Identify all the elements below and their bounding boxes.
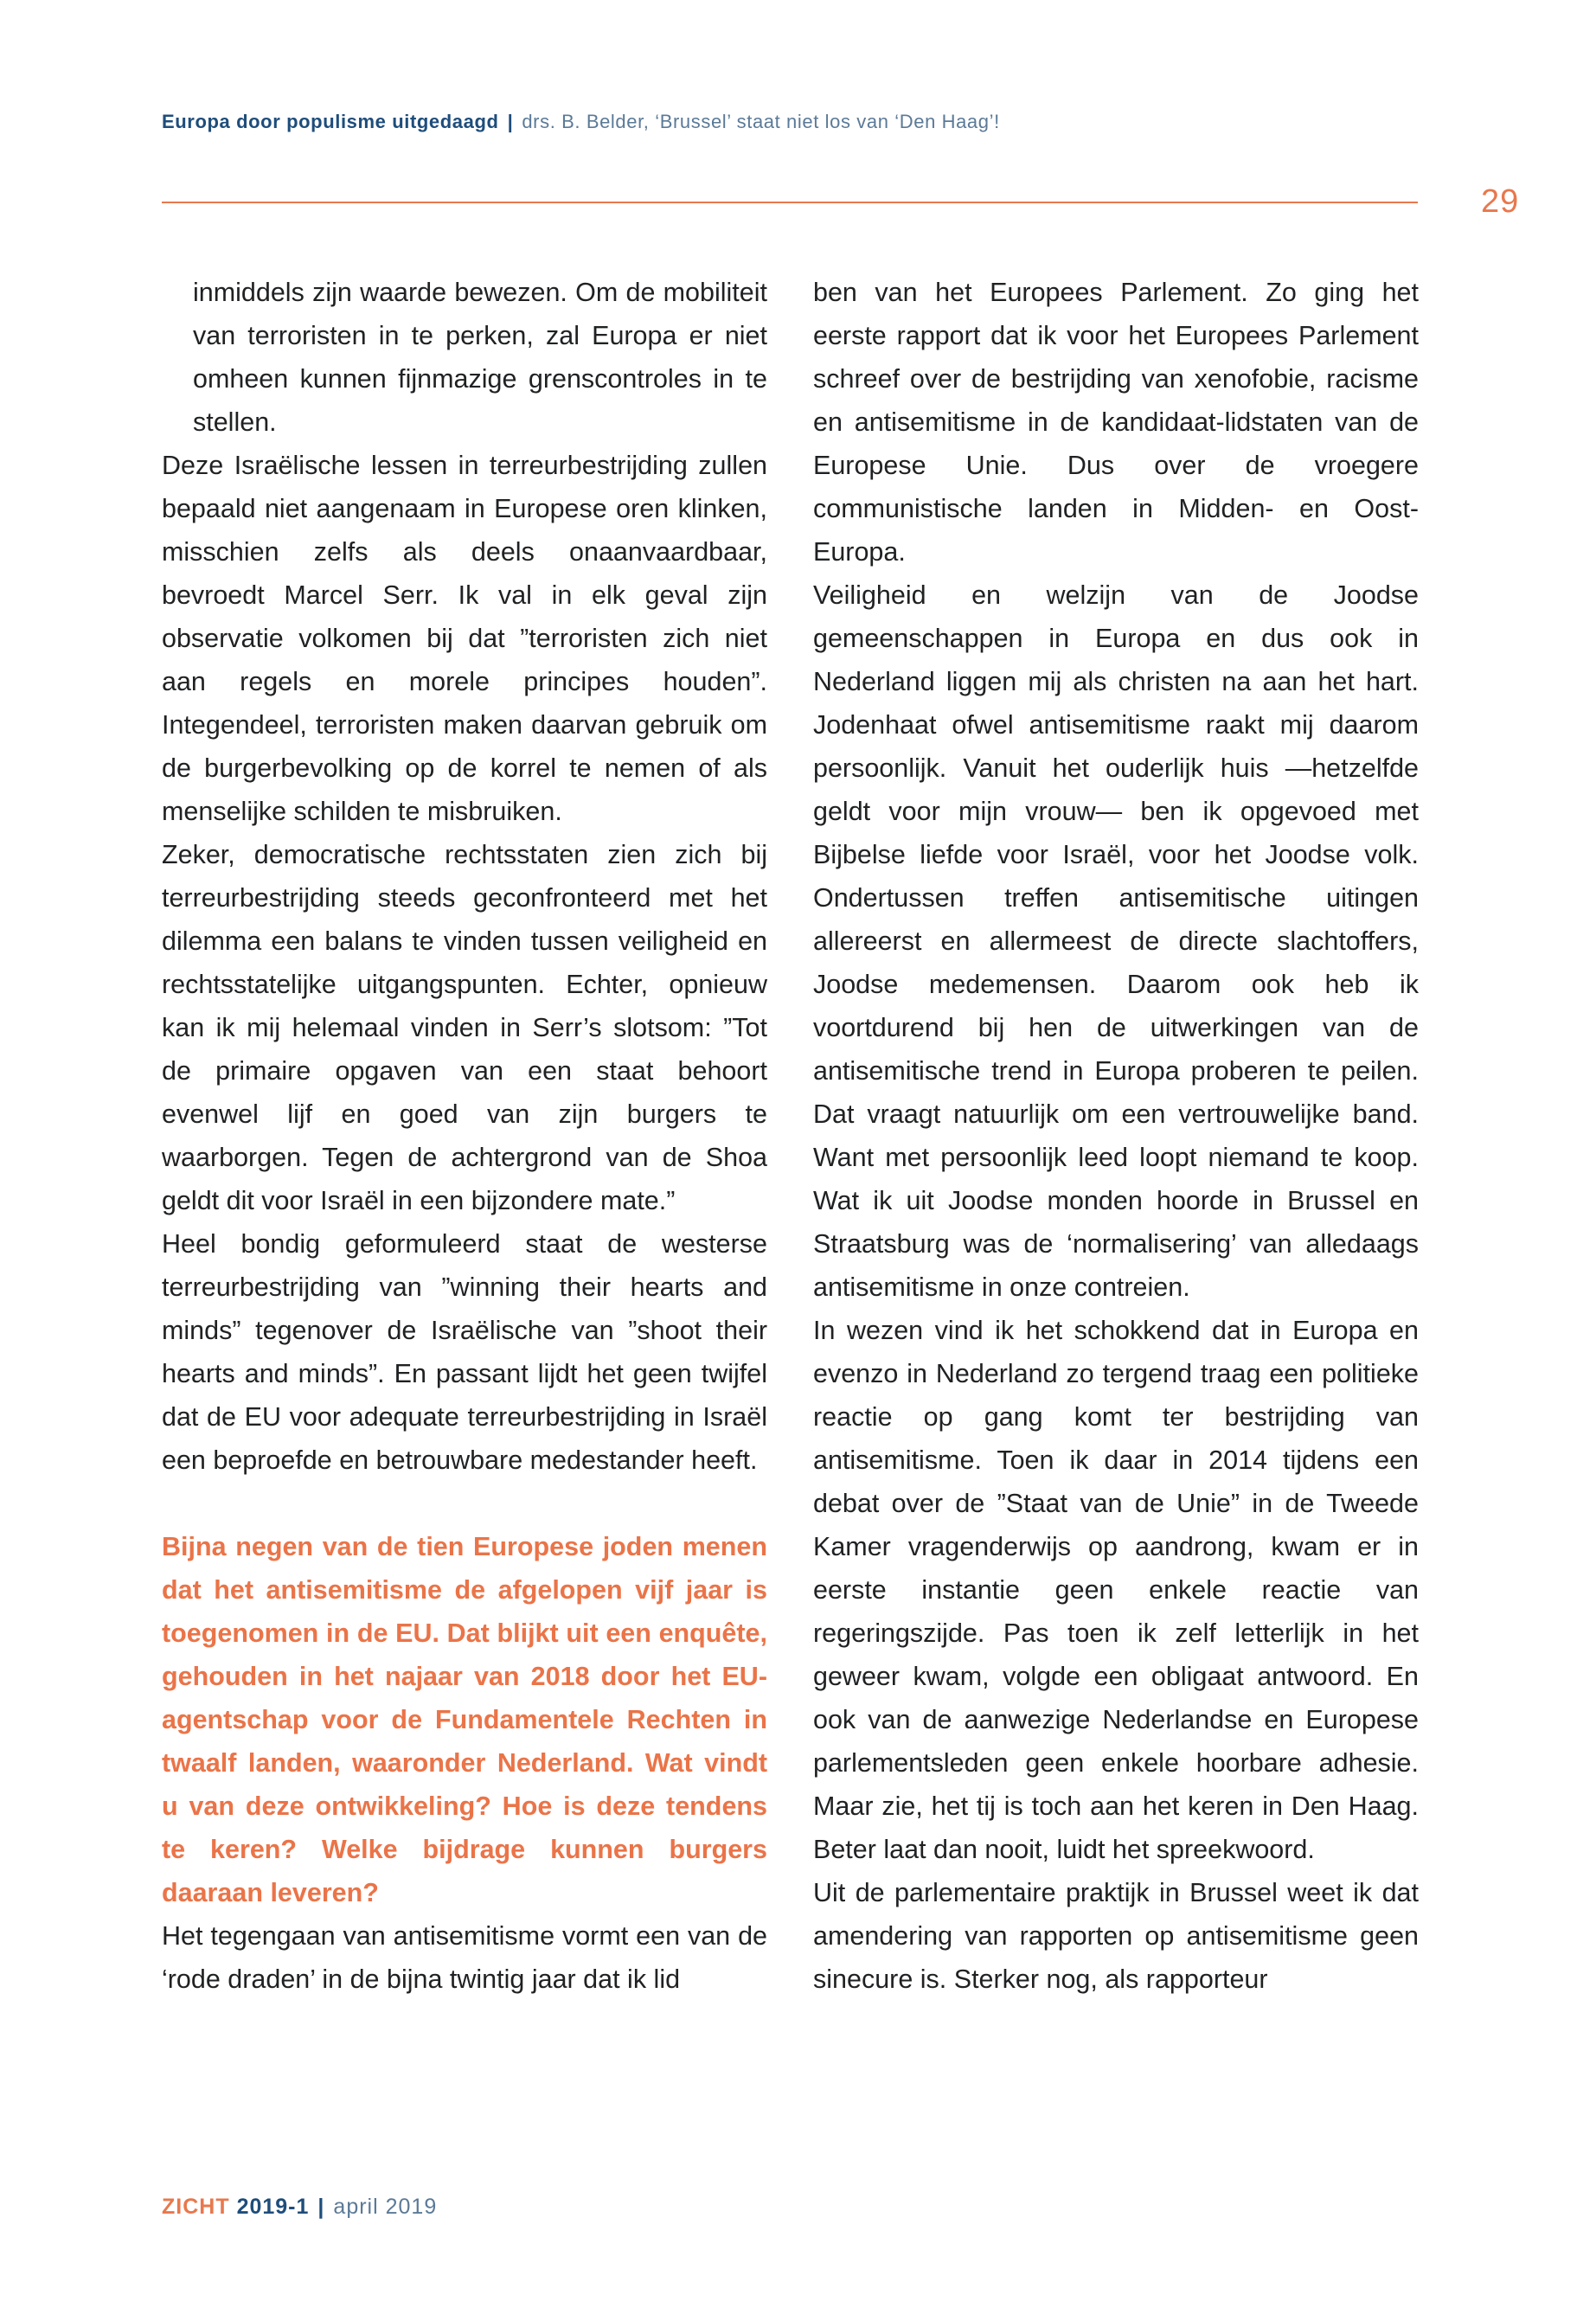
right-paragraph-4: Uit de parlementaire praktijk in Brussel weet ik dat amendering van rapporten op antisemitisme geen sinecure is. Sterker nog, als rapporteur xyxy=(813,1878,1419,1994)
header-separator: | xyxy=(507,111,514,132)
left-paragraph-3: Zeker, democratische rechtsstaten zien zich bij terreurbestrijding steeds geconfronteerd met het dilemma een balans te vinden tussen veiligheid en rechtsstatelijke uitgangspunten. Echter, opnieuw kan ik mij helemaal vinden in Serr’s slotsom: ”Tot de primaire opgaven van een staat behoort evenwel lijf en goed van zijn burgers te waarborgen. Tegen de achtergrond van de Shoa geldt dit voor Israël in een bijzondere mate.” xyxy=(162,840,767,1215)
right-column xyxy=(813,271,1419,2001)
header-rule xyxy=(162,202,1418,203)
left-paragraph-4: Heel bondig geformuleerd staat de westerse terreurbestrijding van ”winning their hearts and minds” tegenover de Israëlische van ”shoot their hearts and minds”. En passant lijdt het geen twijfel dat de EU voor adequate terreurbestrijding in Israël een beproefde en betrouwbare medestander heeft. xyxy=(162,1229,767,1475)
right-paragraph-2: Veiligheid en welzijn van de Joodse gemeenschappen in Europa en dus ook in Nederland liggen mij als christen na aan het hart. Jodenhaat ofwel antisemitisme raakt mij daarom persoonlijk. Vanuit het ouderlijk huis —hetzelfde geldt voor mijn vrouw— ben ik opgevoed met Bijbelse liefde voor Israël, voor het Joodse volk. Ondertussen treffen antisemitische uitingen allereerst en allermeest de directe slachtoffers, Joodse medemensen. Daarom ook heb ik voortdurend bij hen de uitwerkingen van de antisemitische trend in Europa proberen te peilen. Dat vraagt natuurlijk om een vertrouwelijke band. Want met persoonlijk leed loopt niemand te koop. Wat ik uit Joodse monden hoorde in Brussel en Straatsburg was de ‘normalisering’ van alledaags antisemitisme in onze contreien. xyxy=(813,580,1419,1302)
section-title: Europa door populisme uitgedaagd xyxy=(162,111,499,132)
right-paragraph-3: In wezen vind ik het schokkend dat in Europa en evenzo in Nederland zo tergend traag een politieke reactie op gang komt ter bestrijding van antisemitisme. Toen ik daar in 2014 tijdens een debat over de ”Staat van de Unie” in de Tweede Kamer vragenderwijs op aandrong, kwam er in eerste instantie geen enkele reactie van regeringszijde. Pas toen ik zelf letterlijk in het geweer kwam, volgde een obligaat antwoord. En ook van de aanwezige Nederlandse en Europese parlementsleden geen enkele hoorbare adhesie. Maar zie, het tij is toch aan het keren in Den Haag. Beter laat dan nooit, luidt het spreekwoord. xyxy=(813,1316,1419,1864)
issue-number: 2019-1 xyxy=(236,2195,310,2219)
footer-separator: | xyxy=(317,2195,325,2219)
left-paragraph-5: Het tegengaan van antisemitisme vormt een van de ‘rode draden’ in de bijna twintig jaar dat ik lid xyxy=(162,1921,767,1994)
left-paragraph-1: inmiddels zijn waarde bewezen. Om de mobiliteit van terroristen in te perken, zal Europa er niet omheen kunnen fijnmazige grenscontroles in te stellen. xyxy=(193,278,767,437)
issue-date: april 2019 xyxy=(333,2195,438,2219)
article-subtitle: drs. B. Belder, ‘Brussel’ staat niet los van ‘Den Haag’! xyxy=(522,111,1000,132)
page-number: 29 xyxy=(1481,183,1520,220)
footer xyxy=(162,2195,437,2220)
left-column xyxy=(162,271,767,2001)
left-paragraph-2: Deze Israëlische lessen in terreurbestrijding zullen bepaald niet aangenaam in Europese oren klinken, misschien zelfs als deels onaanvaardbaar, bevroedt Marcel Serr. Ik val in elk geval zijn observatie volkomen bij dat ”terroristen zich niet aan regels en morele principes houden”. Integendeel, terroristen maken daarvan gebruik om de burgerbevolking op de korrel te nemen of als menselijke schilden te misbruiken. xyxy=(162,451,767,826)
magazine-name: ZICHT xyxy=(162,2195,230,2219)
right-paragraph-1: ben van het Europees Parlement. Zo ging het eerste rapport dat ik voor het Europees Parlement schreef over de bestrijding van xenofobie, racisme en antisemitisme in de kandidaat-lidstaten van de Europese Unie. Dus over de vroegere communistische landen in Midden- en Oost-Europa. xyxy=(813,278,1419,567)
interview-question: Bijna negen van de tien Europese joden menen dat het antisemitisme de afgelopen vijf jaar is toegenomen in de EU. Dat blijkt uit een enquête, gehouden in het najaar van 2018 door het EU-agentschap voor de Fundamentele Rechten in twaalf landen, waaronder Nederland. Wat vindt u van deze ontwikkeling? Hoe is deze tendens te keren? Welke bijdrage kunnen burgers daaraan leveren? xyxy=(162,1532,767,1907)
running-head xyxy=(162,111,1425,133)
